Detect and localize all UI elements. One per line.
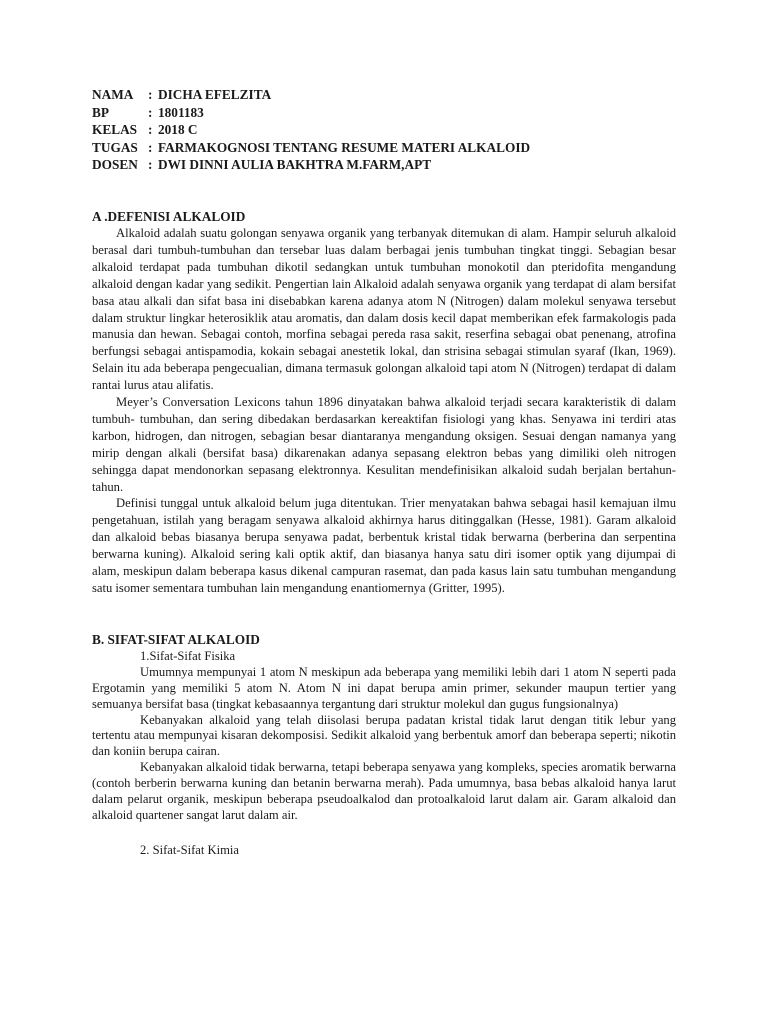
subsection-fisika-title: 1.Sifat-Sifat Fisika [140,648,236,663]
header-label: TUGAS [92,139,138,155]
section-b-paragraph-1: Umumnya mempunyai 1 atom N meskipun ada beberapa yang memiliki lebih dari 1 atom N seperti pada Ergotamin yang memiliki 5 atom N. Atom N ini dapat berupa amin primer, sekunder maupun tertier yang semuanya bersifat basa (tingkat kebasaannya tergantung dari struktur molekul dan gugus fungsionalnya) [92,664,676,711]
header-label: KELAS [92,122,138,138]
section-a-paragraph-1: Alkaloid adalah suatu golongan senyawa organik yang terbanyak ditemukan di alam. Hampir seluruh alkaloid berasal dari tumbuh-tumbuhan dan tersebar luas dalam berbagai jenis tumbuhan tingkat tinggi. Sebagian besar alkaloid terdapat pada tumbuhan dikotil sedangkan untuk tumbuhan monokotil dan pteridofita mengandung alkaloid dengan kadar yang sedikit. Pengertian lain Alkaloid adalah senyawa organik yang terdapat di alam bersifat basa atau alkali dan sifat basa ini disebabkan karena adanya atom N (Nitrogen) dalam molekul senyawa tersebut dalam struktur lingkar heterosiklik atau aromatis, dan dalam dosis kecil dapat memberikan efek farmakologis pada manusia dan hewan. Sebagai contoh, morfina sebagai pereda rasa sakit, reserfina sebagai obat penenang, atrofina berfungsi sebagai antispamodia, kokain sebagai anestetik lokal, dan strisina sebagai stimulan syaraf (Ikan, 1969). Selain itu ada beberapa pengecualian, dimana termasuk golongan alkaloid tapi atom N (Nitrogen) terdapat di dalam rantai lurus atau alifatis. [92,225,676,393]
section-b-paragraph-2: Kebanyakan alkaloid yang telah diisolasi berupa padatan kristal tidak larut dengan titik lebur yang tertentu atau mempunyai kisaran dekomposisi. Sedikit alkaloid yang berbentuk amorf dan beberapa seperti; nikotin dan koniin berupa cairan. [92,712,676,759]
section-a-paragraph-2: Meyer’s Conversation Lexicons tahun 1896 dinyatakan bahwa alkaloid terjadi secara karakteristik di dalam tumbuh- tumbuhan, dan sering dibedakan berdasarkan kereaktifan fisiologi yang khas. Senyawa ini terdiri atas karbon, hidrogen, dan nitrogen, sebagian besar diantaranya mengandung oksigen. Sesuai dengan namanya yang mirip dengan alkali (bersifat basa) dikarenakan adanya sepasang elektron bebas yang dimiliki oleh nitrogen sehingga dapat mendonorkan sepasang elektronnya. Kesulitan mendefinisikan alkaloid sudah berjalan bertahun-tahun. [92,395,676,494]
header-value: FARMAKOGNOSI TENTANG RESUME MATERI ALKALOID [158,139,531,155]
section-b-title: B. SIFAT-SIFAT ALKALOID [92,631,260,647]
header-row-bp [92,104,676,122]
header-sep: : [148,139,153,155]
header-sep: : [148,104,153,120]
section-b-paragraph-3: Kebanyakan alkaloid tidak berwarna, tetapi beberapa senyawa yang kompleks, species aromatik berwarna (contoh berberin berwarna kuning dan betanin berwarna merah). Pada umumnya, basa bebas alkaloid hanya larut dalam pelarut organik, meskipun beberapa pseudoalkalod dan protoalkaloid larut dalam air. Garam alkaloid dan alkaloid quartener sangat larut dalam air. [92,760,676,822]
header-value: DICHA EFELZITA [158,87,272,102]
header-sep: : [148,87,153,102]
header-label: NAMA [92,87,134,102]
header-sep: : [148,122,153,138]
header-value: DWI DINNI AULIA BAKHTRA M.FARM,APT [158,157,432,173]
subsection-kimia-title: 2. Sifat-Sifat Kimia [140,842,239,857]
header-row-kelas [92,121,676,139]
header-value: 1801183 [158,104,204,120]
section-a-title: A .DEFENISI ALKALOID [92,208,246,224]
header-row-tugas [92,139,676,157]
header-value: 2018 C [158,122,198,138]
header-row-dosen [92,156,676,174]
section-b [92,631,676,859]
header-row-nama [92,86,676,104]
section-a-paragraph-3: Definisi tunggal untuk alkaloid belum juga ditentukan. Trier menyatakan bahwa sebagai hasil kemajuan ilmu pengetahuan, istilah yang beragam senyawa alkaloid akhirnya harus ditinggalkan (Hesse, 1981). Garam alkaloid dan alkaloid bebas biasanya berupa senyawa padat, berbentuk kristal tidak berwarna (berberina dan serpentina berwarna kuning). Alkaloid sering kali optik aktif, dan biasanya hanya satu diri isomer optik yang dijumpai di alam, meskipun dalam beberapa kasus dikenal campuran rasemat, dan pada kasus lain satu tumbuhan mengandung satu isomer sementara tumbuhan lain mengandung enantiomernya (Gritter, 1995). [92,496,676,595]
header-block [92,86,676,174]
header-label: DOSEN [92,157,138,173]
header-label: BP [92,104,109,120]
section-a [92,208,676,597]
header-sep: : [148,157,153,173]
